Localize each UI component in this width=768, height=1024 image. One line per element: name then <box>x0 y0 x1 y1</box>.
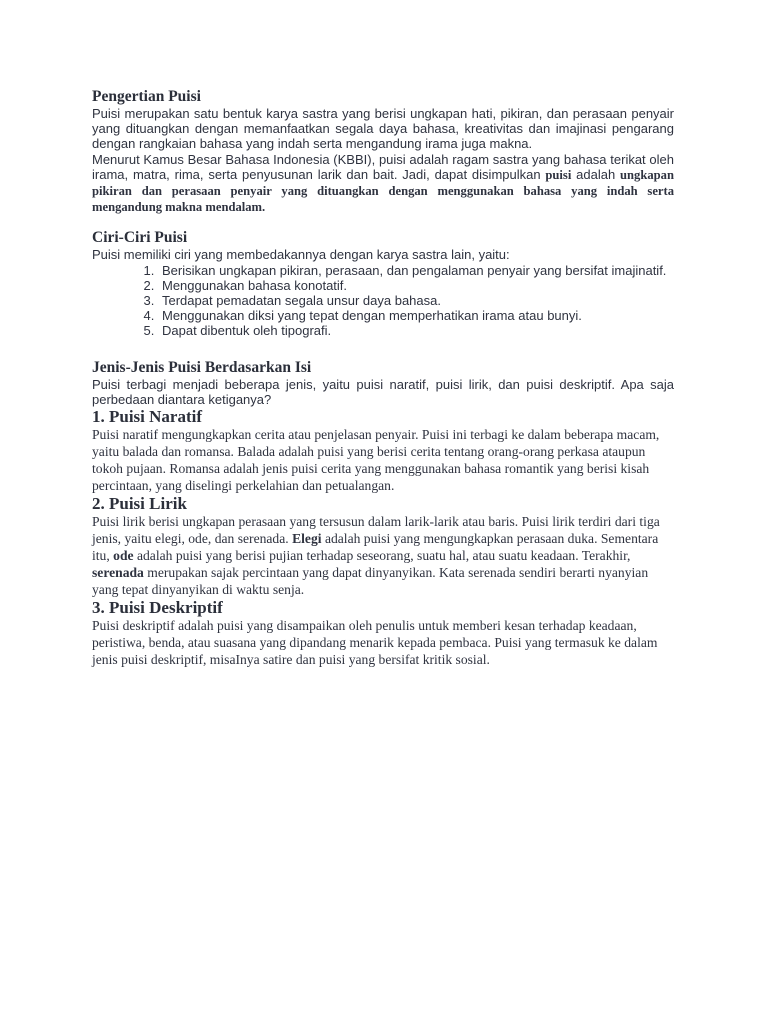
heading-ciri-ciri-puisi: Ciri-Ciri Puisi <box>92 229 188 247</box>
list-item: 1. Berisikan ungkapan pikiran, perasaan, dan pengalaman penyair yang bersifat imajinatif. <box>158 263 674 278</box>
paragraph-puisi-lirik <box>92 513 674 598</box>
adalah-text: adalah <box>576 166 616 182</box>
list-item: 3. Terdapat pemadatan segala unsur daya bahasa. <box>158 293 674 308</box>
paragraph-puisi-naratif: Puisi naratif mengungkapkan cerita atau penjelasan penyair. Puisi ini terbagi ke dalam beberapa macam, yaitu balada dan romansa. Balada adalah puisi yang berisi cerita tentang orang-orang perkasa ataupun tokoh pujaan. Romansa adalah jenis puisi cerita yang menggunakan bahasa romantik yang berisi kisah percintaan, yang diselingi perkelahian dan petualangan. <box>92 427 660 494</box>
bold-ode: ode <box>113 548 134 564</box>
lirik-text-b: adalah puisi yang mengungkapkan perasaan duka. Sementara itu, <box>92 531 659 564</box>
bold-elegi: Elegi <box>292 531 322 547</box>
heading-puisi-lirik: 2. Puisi Lirik <box>92 494 187 514</box>
bold-puisi: puisi <box>545 167 572 182</box>
lirik-text-d: merupakan sajak percintaan yang dapat dinyanyikan. Kata serenada sendiri berarti nyanyian yang tepat dinyanyikan di waktu senja. <box>92 565 649 598</box>
bold-definition: ungkapan pikiran dan perasaan penyair yang dituangkan dengan menggunakan bahasa yang indah serta mengandung makna mendalam. <box>92 167 674 215</box>
heading-jenis-jenis-puisi: Jenis-Jenis Puisi Berdasarkan Isi <box>92 358 312 376</box>
paragraph-jenis-intro: Puisi terbagi menjadi beberapa jenis, yaitu puisi naratif, puisi lirik, dan puisi deskriptif. Apa saja perbedaan diantara ketiganya? <box>92 376 674 407</box>
paragraph-ciri-intro: Puisi memiliki ciri yang membedakannya dengan karya sastra lain, yaitu: <box>92 247 510 263</box>
kbbi-text: Menurut Kamus Besar Bahasa Indonesia (KBBI), puisi adalah ragam sastra yang bahasa terikat oleh irama, matra, rima, serta penyusunan larik dan bait. Jadi, dapat disimpulkan <box>92 151 674 182</box>
heading-puisi-naratif: 1. Puisi Naratif <box>92 407 203 427</box>
paragraph-pengertian: Puisi merupakan satu bentuk karya sastra yang berisi ungkapan hati, pikiran, dan perasaan penyair yang dituangkan dengan memanfaatkan segala daya bahasa, kreativitas dan imajinasi pengarang dengan rangkaian bahasa yang indah serta mengandung irama juga makna. <box>92 106 674 152</box>
heading-pengertian-puisi: Pengertian Puisi <box>92 88 201 105</box>
lirik-text-c: adalah puisi yang berisi pujian terhadap seseorang, suatu hal, atau suatu keadaan. Terakhir, <box>136 548 631 564</box>
list-item: 4. Menggunakan diksi yang tepat dengan memperhatikan irama atau bunyi. <box>158 308 674 323</box>
list-item: 5. Dapat dibentuk oleh tipografi. <box>158 323 674 338</box>
document-page <box>92 88 674 668</box>
ciri-list <box>92 263 674 339</box>
heading-puisi-deskriptif: 3. Puisi Deskriptif <box>92 598 223 618</box>
list-item: 2. Menggunakan bahasa konotatif. <box>158 278 674 293</box>
lirik-text-a: Puisi lirik berisi ungkapan perasaan yang tersusun dalam larik-larik atau baris. Puisi lirik terdiri dari tiga jenis, yaitu elegi, ode, dan serenada. <box>92 514 660 547</box>
paragraph-kbbi <box>92 152 674 216</box>
paragraph-puisi-deskriptif: Puisi deskriptif adalah puisi yang disampaikan oleh penulis untuk memberi kesan terhadap keadaan, peristiwa, benda, atau suasana yang dipandang menarik kepada pembaca. Puisi yang termasuk ke dalam jenis puisi deskriptif, misaInya satire dan puisi yang bersifat kritik sosial. <box>92 618 658 668</box>
bold-serenada: serenada <box>92 565 144 581</box>
